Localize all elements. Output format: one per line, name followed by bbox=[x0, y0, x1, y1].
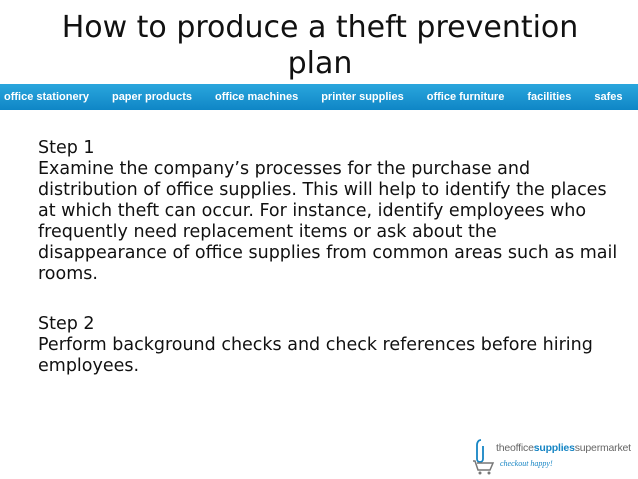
slide-title: How to produce a theft prevention plan bbox=[61, 10, 579, 81]
paperclip-cart-icon bbox=[470, 437, 496, 475]
brand-wordmark bbox=[496, 442, 631, 454]
brand-highlight: supplies bbox=[533, 442, 575, 454]
brand-tagline: checkout happy! bbox=[500, 459, 553, 468]
slide-content bbox=[38, 138, 618, 377]
step-2-body: Perform background checks and check references before hiring employees. bbox=[38, 335, 593, 376]
nav-item-paper-products[interactable]: paper products bbox=[111, 91, 193, 103]
brand-prefix: theoffice bbox=[496, 442, 534, 454]
nav-item-office-machines[interactable]: office machines bbox=[215, 91, 299, 103]
step-2-heading: Step 2 bbox=[38, 314, 95, 334]
nav-item-facilities[interactable]: facilities bbox=[527, 91, 572, 103]
brand-logo bbox=[470, 437, 630, 475]
nav-item-office-furniture[interactable]: office furniture bbox=[426, 91, 505, 103]
step-spacer bbox=[38, 285, 618, 314]
nav-item-office-stationery[interactable]: office stationery bbox=[4, 91, 89, 103]
category-nav-bar bbox=[0, 84, 638, 110]
step-1-body: Examine the company’s processes for the purchase and distribution of office supplies. This will help to identify the places at which theft can occur. For instance, identify employees who frequently need replacement items or ask about the disappearance of office supplies from common areas such as mail rooms. bbox=[38, 159, 618, 284]
nav-item-safes[interactable]: safes bbox=[594, 91, 623, 103]
brand-suffix: supermarket bbox=[574, 442, 631, 454]
step-1-heading: Step 1 bbox=[38, 138, 95, 158]
nav-item-printer-supplies[interactable]: printer supplies bbox=[321, 91, 404, 103]
